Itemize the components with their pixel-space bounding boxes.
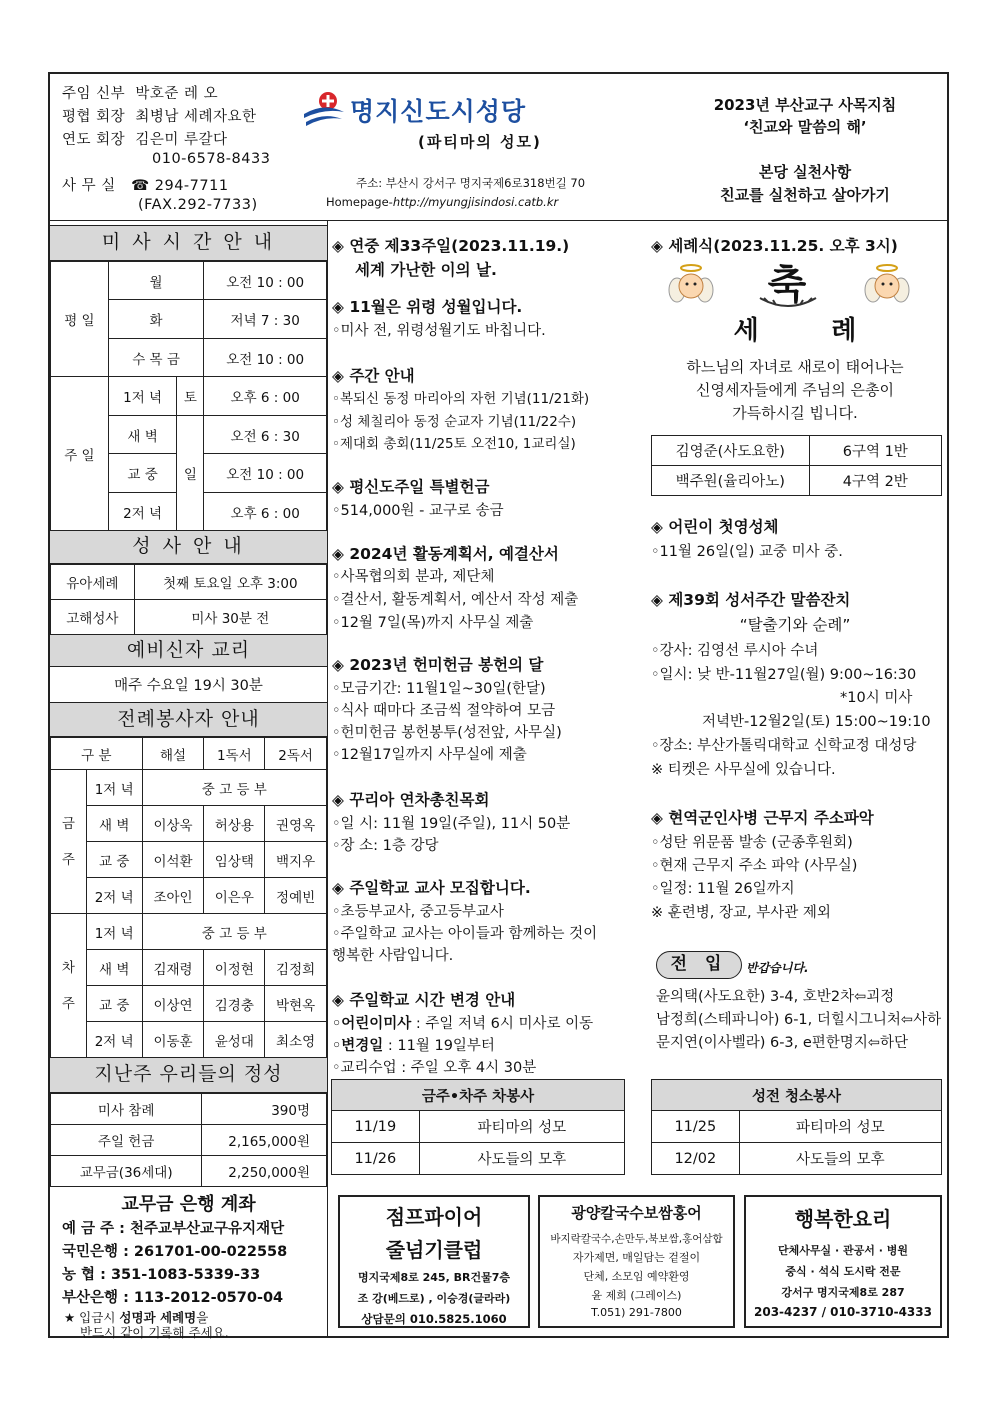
congrats-char: 축 bbox=[767, 262, 807, 308]
parish-logo-icon bbox=[302, 88, 346, 128]
mass-times-table: 평 일 월 오전 10 : 00 화 저녁 7 : 30 수 목 금 오전 10 : 00 주 일 1저 녁 토 오후 6 : 00 새 벽 일 오전 6 : 30 교 중 오전 10 : 00 2저 녁 오후 6 : 00 bbox=[50, 261, 327, 531]
catechumen-heading: 예비신자 교리 bbox=[50, 634, 327, 667]
staff-priest: 주임 신부 박호준 레 오 bbox=[62, 86, 219, 102]
servers-heading: 전례봉사자 안내 bbox=[50, 702, 327, 737]
catechumen-time: 매주 수요일 19시 30분 bbox=[114, 678, 263, 694]
notice-curia-title: ◈ 꾸리아 연차총친목회 bbox=[332, 791, 490, 809]
servers-table: 구 분 해설 1독서 2독서 금 주 1저 녁 중 고 등 부 새 벽 이상욱 허상용 권영옥 교 중 이석환 임상택 백지우 2저 녁 조아인 이은우 정예빈 차 주 1저 녁 중 고 등 부 새 벽 김재령 이정현 김정희 교 중 이상연 김경충 박현옥 2저 녁 이동훈 윤성대 최소영 bbox=[50, 737, 327, 1058]
parish-address: 주소: 부산시 강서구 명지국제6로318번길 70 bbox=[356, 176, 586, 190]
sunday-subtitle: 세계 가난한 이의 날. bbox=[355, 261, 497, 279]
tea-service-table: 금주•차주 차봉사 11/19 파티마의 성모 11/26 사도들의 모후 bbox=[331, 1079, 625, 1175]
pastoral-title: 2023년 부산교구 사목지침 bbox=[713, 96, 897, 114]
sunday-label: 주 일 bbox=[51, 377, 109, 531]
offerings-heading: 지난주 우리들의 정성 bbox=[50, 1057, 327, 1093]
bank-note: ★ 입금시 성명과 세례명을 bbox=[64, 1310, 209, 1325]
bank-busan: 부산은행 : 113-2012-0570-04 bbox=[62, 1290, 284, 1306]
parish-name: 명지신도시성당 bbox=[350, 97, 527, 126]
angel-left-icon bbox=[668, 262, 714, 308]
bank-holder: 예 금 주 : 천주교부산교구유지재단 bbox=[62, 1221, 285, 1237]
bank-note-2: 반드시 같이 기록해 주세요. bbox=[80, 1325, 229, 1340]
staff-phone: 010-6578-8433 bbox=[152, 151, 271, 167]
newcomer-badge: 전 입 bbox=[656, 951, 742, 979]
bank-kb: 국민은행 : 261701-00-022558 bbox=[62, 1244, 288, 1260]
pastoral-theme: ‘친교와 말씀의 해’ bbox=[743, 118, 867, 136]
notice-weekly-title: ◈ 주간 안내 bbox=[332, 367, 415, 385]
baptism-word: 세 례 bbox=[733, 316, 857, 346]
soldier-title: ◈ 현역군인사병 근무지 주소파악 bbox=[651, 809, 874, 827]
baptized-table: 김영준(사도요한) 6구역 1반 백주원(율리아노) 4구역 2반 bbox=[651, 435, 942, 496]
cleaning-table: 성전 청소봉사 11/25 파티마의 성모 12/02 사도들의 모후 bbox=[651, 1079, 942, 1175]
bank-nh: 농 협 : 351-1083-5339-33 bbox=[62, 1267, 261, 1283]
staff-council: 평협 회장 최병남 세례자요한 bbox=[62, 109, 257, 125]
practice-text: 친교를 실천하고 살아가기 bbox=[720, 186, 890, 204]
notice-schedule-title: ◈ 주일학교 시간 변경 안내 bbox=[332, 991, 516, 1009]
communion-title: ◈ 어린이 첫영성체 bbox=[651, 518, 779, 536]
notice-teacher-title: ◈ 주일학교 교사 모집합니다. bbox=[332, 879, 531, 897]
baptism-title: ◈ 세례식(2023.11.25. 오후 3시) bbox=[651, 237, 898, 255]
parish-subtitle: (파티마의 성모) bbox=[418, 133, 542, 151]
newcomer-welcome: 반갑습니다. bbox=[746, 961, 809, 975]
notice-all-souls-title: ◈ 11월은 위령 성월입니다. bbox=[332, 298, 523, 316]
offerings-table: 미사 참례 390명 주일 헌금 2,165,000원 교무금(36세대) 2,250,000원 bbox=[50, 1093, 327, 1187]
angel-right-icon bbox=[864, 262, 910, 308]
mass-times-heading: 미 사 시 간 안 내 bbox=[50, 225, 327, 261]
notice-plan-title: ◈ 2024년 활동계획서, 예결산서 bbox=[332, 545, 559, 563]
office-fax: (FAX.292-7733) bbox=[138, 197, 258, 213]
sacraments-table: 유아세례 첫째 토요일 오후 3:00 고해성사 미사 30분 전 bbox=[50, 564, 327, 635]
office-phone: 사 무 실 ☎ 294-7711 bbox=[62, 178, 229, 194]
bank-heading: 교무금 은행 계좌 bbox=[121, 1194, 256, 1215]
parish-homepage[interactable]: Homepage-http://myungjisindosi.catb.kr bbox=[326, 195, 559, 209]
bible-festival-title: ◈ 제39회 성서주간 말씀잔치 bbox=[651, 591, 851, 609]
ad-jumpfire: 점프파이어 줄넘기클럽 명지국제8로 245, BR건물7층 조 강(베드로) , 이승경(글라라) 상담문의 010.5825.1060 bbox=[338, 1195, 530, 1328]
weekday-label: 평 일 bbox=[51, 262, 109, 377]
notice-laity-title: ◈ 평신도주일 특별헌금 bbox=[332, 478, 490, 496]
practice-title: 본당 실천사항 bbox=[758, 163, 852, 181]
ad-happy-cooking: 행복한요리 단체사무실 · 관공서 · 병원 중식 · 석식 도시락 전문 강서구 명지국제8로 287 203-4237 / 010-3710-4333 bbox=[744, 1195, 942, 1328]
notice-rice-title: ◈ 2023년 헌미헌금 봉헌의 달 bbox=[332, 656, 544, 674]
laurel-icon bbox=[758, 296, 818, 310]
sunday-title: ◈ 연중 제33주일(2023.11.19.) bbox=[332, 237, 570, 255]
staff-prayer: 연도 회장 김은미 루갈다 bbox=[62, 132, 228, 148]
ad-noodle: 광양칼국수보쌈홍어 바지락칼국수,손만두,북보쌈,홍어삼합 자가제면, 매일담는 겉절이 단체, 소모임 예약환영 윤 제희 (그레이스) T.051) 291-7800 bbox=[538, 1195, 735, 1328]
bulletin-frame: 주임 신부 박호준 레 오 평협 회장 최병남 세례자요한 연도 회장 김은미 루갈다 010-6578-8433 사 무 실 ☎ 294-7711 (FAX.292-7733) 명지신도시성당 (파티마의 성모) 주소: 부산시 강서구 명지국제6로318번길 70 Homepage-http://myungjisindosi.catb.kr 2023년 부산교구 사목지침 ‘친교와 말씀의 해’ 본당 실천사항 친교를 실천하고 살아가기 미 사 시 간 안 내 평 일 월 오전 10 : 00 화 저녁 7 : 30 수 목 금 오전 10 : 00 주 일 1저 녁 토 오후 6 : 00 새 벽 일 오전 6 : 30 교 중 오전 10 : 00 2저 녁 오후 6 : 00 성 사 안 내 유아세례 첫째 토요일 오후 3:00 고해성사 미사 30분 전 예비신자 교리 매주 수요일 19시 30분 전례봉사자 안내 구 분 해설 1독서 2독서 금 주 1저 녁 중 고 등 부 새 벽 이상욱 허상용 권영옥 교 중 이석환 임상택 백지우 2저 녁 조아인 이은우 정예빈 차 주 1저 녁 중 고 등 부 새 벽 김재령 이정현 김정희 교 중 이상연 김경충 박현옥 2저 녁 이동훈 윤성대 최소영 지난주 우리들의 정성 미사 참례 390명 주일 헌금 2,165,000원 교무금(36세대) 2,250,000원 교무금 은행 계좌 예 금 주 : 천주교부산교구유지재단 국민은행 : 261701-00-022558 농 협 : 351-1083-5339-33 부산은행 : 113-2012-0570-04 ★ 입금시 성명과 세례명을 반드시 같이 기록해 주세요. ◈ 연중 제33주일(2023.11.19.) 세계 가난한 이의 날. ◈ 11월은 위령 성월입니다. ◦미사 전, 위령성월기도 바칩니다. ◈ 주간 안내 ◦복되신 동정 마리아의 자헌 기념(11/21화) ◦성 체칠리아 동정 순교자 기념(11/22수) ◦제대회 총회(11/25토 오전10, 1교리실) ◈ 평신도주일 특별헌금 ◦514,000원 - 교구로 송금 ◈ 2024년 활동계획서, 예결산서 ◦사목협의회 분과, 제단체 ◦결산서, 활동계획서, 예산서 작성 제출 ◦12월 7일(목)까지 사무실 제출 ◈ 2023년 헌미헌금 봉헌의 달 ◦모금기간: 11월1일~30일(한달) ◦식사 때마다 조금씩 절약하여 모금 ◦헌미헌금 봉헌봉투(성전앞, 사무실) ◦12월17일까지 사무실에 제출 ◈ 꾸리아 연차총친목회 ◦일 시: 11월 19일(주일), 11시 50분 ◦장 소: 1층 강당 ◈ 주일학교 교사 모집합니다. ◦초등부교사, 중고등부교사 ◦주일학교 교사는 아이들과 함께하는 것이 행복한 사람입니다. ◈ 주일학교 시간 변경 안내 ◦어린이미사 : 주일 저녁 6시 미사로 이동 ◦변경일 : 11월 19일부터 ◦교리수업 : 주일 오후 4시 30분 금주•차주 차봉사 11/19 파티마의 성모 11/26 사도들의 모후 ◈ 세례식(2023.11.25. 오후 3시) 축 세 례 하느님의 자녀로 새로이 태어나는 신영세자들에게 주님의 은총이 가득하시길 빕니다. 김영준(사도요한) 6구역 1반 백주원(율리아노) 4구역 2반 ◈ 어린이 첫영성체 ◦11월 26일(일) 교중 미사 중. ◈ 제39회 성서주간 말씀잔치 “탈출기와 순례” ◦강사: 김영선 루시아 수녀 ◦일시: 낮 반-11월27일(월) 9:00~16:30 *10시 미사 저녁반-12월2일(토) 15:00~19:10 ◦장소: 부산가톨릭대학교 신학교정 대성당 ※ 티켓은 사무실에 있습니다. ◈ 현역군인사병 근무지 주소파악 ◦성탄 위문품 발송 (군종후원회) ◦현재 근무지 주소 파악 (사무실) ◦일정: 11월 26일까지 ※ 훈련병, 장교, 부사관 제외 전 입 반갑습니다. 윤의택(사도요한) 3-4, 호반2차⇦괴정 남정희(스테파니아) 6-1, 더힐시그니처⇦사하 문지연(이사벨라) 6-3, e편한명지⇦하단 성전 청소봉사 11/25 파티마의 성모 12/02 사도들의 모후 점프파이어 줄넘기클럽 명지국제8로 245, BR건물7층 조 강(베드로) , 이승경(글라라) 상담문의 010.5825.1060 광양칼국수보쌈홍어 바지락칼국수,손만두,북보쌈,홍어삼합 자가제면, 매일담는 겉절이 단체, 소모임 예약환영 윤 제희 (그레이스) T.051) 291-7800 행복한요리 단체사무실 · 관공서 · 병원 중식 · 석식 도시락 전문 강서구 명지국제8로 287 203-4237 / 010-3710-4333 bbox=[48, 72, 949, 1338]
sacraments-heading: 성 사 안 내 bbox=[50, 530, 327, 564]
